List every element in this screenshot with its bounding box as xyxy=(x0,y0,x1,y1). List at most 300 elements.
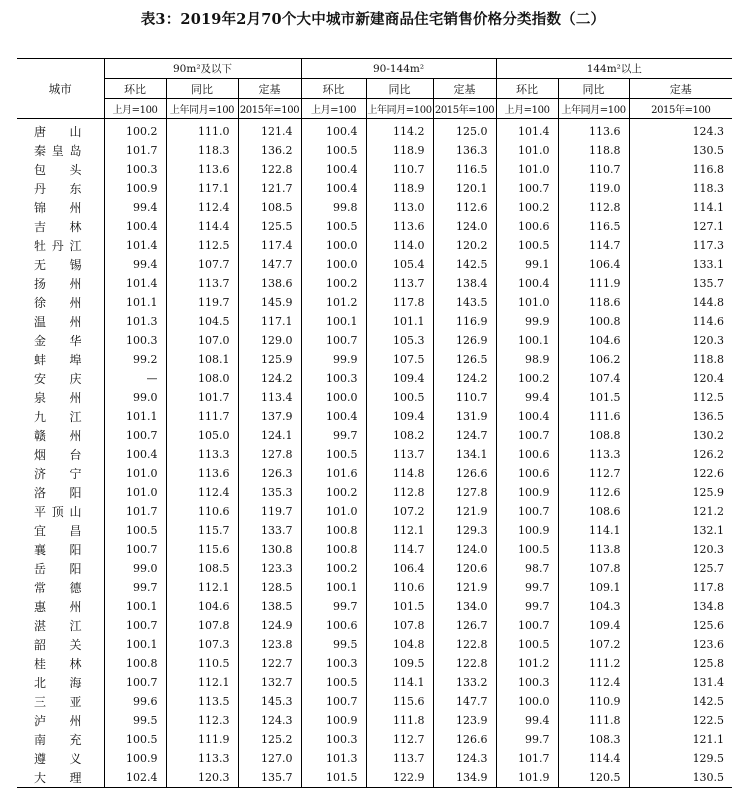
index-value-cell: 100.4 xyxy=(301,160,366,179)
index-value-cell: 100.3 xyxy=(301,369,366,388)
table-row xyxy=(17,730,732,749)
index-value-cell: 100.7 xyxy=(301,331,366,350)
index-value-cell: 100.1 xyxy=(301,578,366,597)
index-value-cell: 117.3 xyxy=(629,236,732,255)
table-row xyxy=(17,654,732,673)
index-value-cell: 112.5 xyxy=(629,388,732,407)
index-value-cell: 100.4 xyxy=(301,407,366,426)
index-value-cell: 120.3 xyxy=(629,540,732,559)
metric-header-yoy: 同比 xyxy=(166,79,238,99)
index-value-cell: — xyxy=(104,369,166,388)
index-value-cell: 112.1 xyxy=(166,673,238,692)
index-value-cell: 105.3 xyxy=(366,331,433,350)
index-value-cell: 100.7 xyxy=(496,426,558,445)
index-value-cell: 127.8 xyxy=(433,483,496,502)
index-value-cell: 100.5 xyxy=(104,730,166,749)
index-value-cell: 99.5 xyxy=(104,711,166,730)
city-name-cell: 平顶山 xyxy=(34,505,82,519)
index-value-cell: 112.4 xyxy=(166,198,238,217)
index-value-cell: 120.1 xyxy=(433,179,496,198)
index-value-cell: 125.7 xyxy=(629,559,732,578)
index-value-cell: 131.4 xyxy=(629,673,732,692)
city-name-cell: 徐州 xyxy=(34,296,82,310)
table-row xyxy=(17,673,732,692)
index-value-cell: 104.8 xyxy=(366,635,433,654)
index-value-cell: 124.0 xyxy=(433,217,496,236)
city-name-cell: 扬州 xyxy=(34,277,82,291)
index-value-cell: 100.9 xyxy=(301,711,366,730)
index-value-cell: 114.1 xyxy=(558,521,629,540)
index-value-cell: 100.3 xyxy=(301,730,366,749)
table-row xyxy=(17,350,732,369)
index-value-cell: 130.5 xyxy=(629,141,732,160)
city-name-cell: 湛江 xyxy=(34,619,82,633)
city-name-cell: 泸州 xyxy=(34,714,82,728)
index-value-cell: 100.6 xyxy=(301,616,366,635)
index-value-cell: 101.1 xyxy=(366,312,433,331)
index-value-cell: 117.8 xyxy=(366,293,433,312)
city-name-cell: 洛阳 xyxy=(34,486,82,500)
index-value-cell: 125.0 xyxy=(433,119,496,142)
index-value-cell: 109.4 xyxy=(366,407,433,426)
index-value-cell: 108.5 xyxy=(238,198,301,217)
index-value-cell: 125.9 xyxy=(238,350,301,369)
index-value-cell: 100.7 xyxy=(496,179,558,198)
index-value-cell: 100.7 xyxy=(104,540,166,559)
index-value-cell: 122.8 xyxy=(433,635,496,654)
index-value-cell: 100.5 xyxy=(496,540,558,559)
index-value-cell: 109.1 xyxy=(558,578,629,597)
index-value-cell: 109.5 xyxy=(366,654,433,673)
index-value-cell: 121.9 xyxy=(433,502,496,521)
index-value-cell: 112.7 xyxy=(558,464,629,483)
index-value-cell: 142.5 xyxy=(433,255,496,274)
index-value-cell: 111.8 xyxy=(366,711,433,730)
index-value-cell: 135.7 xyxy=(629,274,732,293)
group-header-medium: 90-144m² xyxy=(301,59,496,79)
index-value-cell: 128.5 xyxy=(238,578,301,597)
index-value-cell: 117.4 xyxy=(238,236,301,255)
base-header-mom: 上月=100 xyxy=(104,99,166,119)
index-value-cell: 100.8 xyxy=(558,312,629,331)
base-header-mom: 上月=100 xyxy=(496,99,558,119)
index-value-cell: 114.8 xyxy=(366,464,433,483)
index-value-cell: 135.3 xyxy=(238,483,301,502)
index-value-cell: 101.0 xyxy=(104,464,166,483)
index-value-cell: 138.5 xyxy=(238,597,301,616)
table-row xyxy=(17,274,732,293)
index-value-cell: 126.2 xyxy=(629,445,732,464)
metric-header-yoy: 同比 xyxy=(558,79,629,99)
index-value-cell: 110.5 xyxy=(166,654,238,673)
table-row xyxy=(17,236,732,255)
index-value-cell: 100.7 xyxy=(301,692,366,711)
index-value-cell: 117.1 xyxy=(238,312,301,331)
index-value-cell: 101.4 xyxy=(104,274,166,293)
index-value-cell: 100.9 xyxy=(104,749,166,768)
index-value-cell: 113.7 xyxy=(366,274,433,293)
index-value-cell: 113.5 xyxy=(166,692,238,711)
table-row xyxy=(17,426,732,445)
index-value-cell: 101.7 xyxy=(104,502,166,521)
city-name-cell: 泉州 xyxy=(34,391,82,405)
index-value-cell: 144.8 xyxy=(629,293,732,312)
index-value-cell: 116.5 xyxy=(558,217,629,236)
index-value-cell: 112.1 xyxy=(166,578,238,597)
city-name-cell: 宜昌 xyxy=(34,524,82,538)
index-value-cell: 114.7 xyxy=(558,236,629,255)
table-row xyxy=(17,502,732,521)
table-row xyxy=(17,369,732,388)
index-value-cell: 101.2 xyxy=(496,654,558,673)
index-value-cell: 122.5 xyxy=(629,711,732,730)
index-value-cell: 124.3 xyxy=(433,749,496,768)
index-value-cell: 126.6 xyxy=(433,730,496,749)
index-value-cell: 99.4 xyxy=(104,255,166,274)
index-value-cell: 108.3 xyxy=(558,730,629,749)
index-value-cell: 138.4 xyxy=(433,274,496,293)
index-value-cell: 126.7 xyxy=(433,616,496,635)
index-value-cell: 109.4 xyxy=(558,616,629,635)
index-value-cell: 100.8 xyxy=(301,521,366,540)
index-value-cell: 100.0 xyxy=(496,692,558,711)
index-value-cell: 99.0 xyxy=(104,559,166,578)
index-value-cell: 124.1 xyxy=(238,426,301,445)
index-value-cell: 123.6 xyxy=(629,635,732,654)
index-value-cell: 100.3 xyxy=(104,331,166,350)
metric-header-mom: 环比 xyxy=(496,79,558,99)
index-value-cell: 113.6 xyxy=(366,217,433,236)
index-value-cell: 114.4 xyxy=(558,749,629,768)
index-value-cell: 108.8 xyxy=(558,426,629,445)
index-value-cell: 124.2 xyxy=(238,369,301,388)
city-name-cell: 襄阳 xyxy=(34,543,82,557)
base-header-base: 2015年=100 xyxy=(433,99,496,119)
city-name-cell: 安庆 xyxy=(34,372,82,386)
index-value-cell: 114.7 xyxy=(366,540,433,559)
index-value-cell: 100.2 xyxy=(496,369,558,388)
index-value-cell: 112.4 xyxy=(558,673,629,692)
index-value-cell: 135.7 xyxy=(238,768,301,788)
index-value-cell: 99.8 xyxy=(301,198,366,217)
index-value-cell: 102.4 xyxy=(104,768,166,788)
index-value-cell: 115.6 xyxy=(366,692,433,711)
index-value-cell: 100.5 xyxy=(104,521,166,540)
index-value-cell: 126.3 xyxy=(238,464,301,483)
metric-header-mom: 环比 xyxy=(301,79,366,99)
index-value-cell: 114.4 xyxy=(166,217,238,236)
city-name-cell: 牡丹江 xyxy=(34,239,82,253)
index-value-cell: 100.1 xyxy=(104,635,166,654)
index-value-cell: 101.6 xyxy=(301,464,366,483)
city-name-cell: 三亚 xyxy=(34,695,82,709)
index-value-cell: 100.2 xyxy=(301,483,366,502)
index-value-cell: 143.5 xyxy=(433,293,496,312)
index-value-cell: 118.8 xyxy=(629,350,732,369)
index-value-cell: 120.6 xyxy=(433,559,496,578)
index-value-cell: 120.5 xyxy=(558,768,629,788)
index-value-cell: 107.2 xyxy=(558,635,629,654)
city-name-cell: 金华 xyxy=(34,334,82,348)
index-value-cell: 99.4 xyxy=(104,198,166,217)
price-index-table xyxy=(17,58,732,788)
index-value-cell: 114.1 xyxy=(629,198,732,217)
index-value-cell: 123.3 xyxy=(238,559,301,578)
city-name-cell: 唐山 xyxy=(34,125,82,139)
index-value-cell: 101.0 xyxy=(301,502,366,521)
index-value-cell: 113.8 xyxy=(558,540,629,559)
index-value-cell: 122.8 xyxy=(238,160,301,179)
index-value-cell: 101.3 xyxy=(301,749,366,768)
group-header-small: 90m²及以下 xyxy=(104,59,301,79)
city-name-cell: 岳阳 xyxy=(34,562,82,576)
city-name-cell: 吉林 xyxy=(34,220,82,234)
index-value-cell: 100.8 xyxy=(301,540,366,559)
index-value-cell: 107.8 xyxy=(366,616,433,635)
index-value-cell: 100.9 xyxy=(496,483,558,502)
index-value-cell: 121.2 xyxy=(629,502,732,521)
index-value-cell: 104.3 xyxy=(558,597,629,616)
index-value-cell: 100.7 xyxy=(104,673,166,692)
index-value-cell: 112.6 xyxy=(558,483,629,502)
index-value-cell: 100.5 xyxy=(366,388,433,407)
index-value-cell: 101.4 xyxy=(496,119,558,142)
index-value-cell: 134.0 xyxy=(433,597,496,616)
index-value-cell: 110.6 xyxy=(366,578,433,597)
index-value-cell: 116.9 xyxy=(433,312,496,331)
index-value-cell: 124.3 xyxy=(238,711,301,730)
index-value-cell: 115.6 xyxy=(166,540,238,559)
index-value-cell: 113.7 xyxy=(366,445,433,464)
index-value-cell: 120.4 xyxy=(629,369,732,388)
table-row xyxy=(17,483,732,502)
table-row xyxy=(17,768,732,788)
index-value-cell: 100.4 xyxy=(496,407,558,426)
index-value-cell: 130.2 xyxy=(629,426,732,445)
table-row xyxy=(17,217,732,236)
index-value-cell: 122.9 xyxy=(366,768,433,788)
table-row xyxy=(17,293,732,312)
index-value-cell: 101.7 xyxy=(496,749,558,768)
metric-header-base: 定基 xyxy=(238,79,301,99)
index-value-cell: 100.6 xyxy=(496,217,558,236)
index-value-cell: 100.7 xyxy=(104,616,166,635)
index-value-cell: 100.4 xyxy=(104,217,166,236)
index-value-cell: 100.4 xyxy=(104,445,166,464)
index-value-cell: 113.4 xyxy=(238,388,301,407)
table-row xyxy=(17,616,732,635)
index-value-cell: 101.5 xyxy=(366,597,433,616)
index-value-cell: 114.1 xyxy=(366,673,433,692)
index-value-cell: 113.6 xyxy=(166,160,238,179)
index-value-cell: 106.4 xyxy=(366,559,433,578)
index-value-cell: 126.5 xyxy=(433,350,496,369)
index-value-cell: 100.9 xyxy=(104,179,166,198)
city-name-cell: 赣州 xyxy=(34,429,82,443)
index-value-cell: 101.5 xyxy=(558,388,629,407)
index-value-cell: 123.9 xyxy=(433,711,496,730)
index-value-cell: 111.9 xyxy=(166,730,238,749)
table-title: 表3：2019年2月70个大中城市新建商品住宅销售价格分类指数（二） xyxy=(140,11,606,28)
index-value-cell: 104.6 xyxy=(166,597,238,616)
index-value-cell: 132.1 xyxy=(629,521,732,540)
index-value-cell: 108.5 xyxy=(166,559,238,578)
index-value-cell: 100.1 xyxy=(496,331,558,350)
index-value-cell: 129.0 xyxy=(238,331,301,350)
index-value-cell: 99.6 xyxy=(104,692,166,711)
index-value-cell: 99.1 xyxy=(496,255,558,274)
index-value-cell: 125.2 xyxy=(238,730,301,749)
table-row xyxy=(17,711,732,730)
index-value-cell: 118.9 xyxy=(366,141,433,160)
base-header-yoy: 上年同月=100 xyxy=(558,99,629,119)
index-value-cell: 133.7 xyxy=(238,521,301,540)
index-value-cell: 118.8 xyxy=(558,141,629,160)
index-value-cell: 112.7 xyxy=(366,730,433,749)
index-value-cell: 99.4 xyxy=(496,388,558,407)
index-value-cell: 120.2 xyxy=(433,236,496,255)
index-value-cell: 111.6 xyxy=(558,407,629,426)
index-value-cell: 131.9 xyxy=(433,407,496,426)
index-value-cell: 101.0 xyxy=(496,293,558,312)
table-row xyxy=(17,578,732,597)
table-row xyxy=(17,198,732,217)
index-value-cell: 127.1 xyxy=(629,217,732,236)
index-value-cell: 121.9 xyxy=(433,578,496,597)
index-value-cell: 119.7 xyxy=(238,502,301,521)
city-name-cell: 温州 xyxy=(34,315,82,329)
index-value-cell: 125.8 xyxy=(629,654,732,673)
index-value-cell: 107.8 xyxy=(166,616,238,635)
table-row xyxy=(17,521,732,540)
index-value-cell: 107.2 xyxy=(366,502,433,521)
city-name-cell: 济宁 xyxy=(34,467,82,481)
metric-header-mom: 环比 xyxy=(104,79,166,99)
index-value-cell: 101.5 xyxy=(301,768,366,788)
table-body xyxy=(17,119,732,788)
index-value-cell: 114.6 xyxy=(629,312,732,331)
index-value-cell: 114.0 xyxy=(366,236,433,255)
index-value-cell: 134.1 xyxy=(433,445,496,464)
index-value-cell: 133.1 xyxy=(629,255,732,274)
index-value-cell: 113.3 xyxy=(558,445,629,464)
index-value-cell: 134.8 xyxy=(629,597,732,616)
city-name-cell: 惠州 xyxy=(34,600,82,614)
index-value-cell: 104.5 xyxy=(166,312,238,331)
metric-header-base: 定基 xyxy=(629,79,732,99)
index-value-cell: 98.9 xyxy=(496,350,558,369)
table-row xyxy=(17,119,732,142)
index-value-cell: 106.4 xyxy=(558,255,629,274)
index-value-cell: 118.6 xyxy=(558,293,629,312)
table-row xyxy=(17,559,732,578)
table-row xyxy=(17,141,732,160)
index-value-cell: 100.4 xyxy=(301,179,366,198)
index-value-cell: 142.5 xyxy=(629,692,732,711)
index-value-cell: 112.3 xyxy=(166,711,238,730)
city-column-header: 城市 xyxy=(17,59,104,119)
index-value-cell: 100.1 xyxy=(301,312,366,331)
index-value-cell: 99.7 xyxy=(496,578,558,597)
index-value-cell: 105.0 xyxy=(166,426,238,445)
index-value-cell: 108.6 xyxy=(558,502,629,521)
base-header-mom: 上月=100 xyxy=(301,99,366,119)
city-name-cell: 无锡 xyxy=(34,258,82,272)
city-name-cell: 包头 xyxy=(34,163,82,177)
table-row xyxy=(17,312,732,331)
table-row xyxy=(17,331,732,350)
city-name-cell: 烟台 xyxy=(34,448,82,462)
index-value-cell: 107.8 xyxy=(558,559,629,578)
index-value-cell: 101.0 xyxy=(496,160,558,179)
index-value-cell: 110.7 xyxy=(433,388,496,407)
index-value-cell: 111.9 xyxy=(558,274,629,293)
table-row xyxy=(17,160,732,179)
index-value-cell: 99.7 xyxy=(301,426,366,445)
index-value-cell: 112.8 xyxy=(366,483,433,502)
index-value-cell: 122.6 xyxy=(629,464,732,483)
index-value-cell: 99.9 xyxy=(301,350,366,369)
index-value-cell: 107.4 xyxy=(558,369,629,388)
index-value-cell: 112.4 xyxy=(166,483,238,502)
index-value-cell: 100.7 xyxy=(496,502,558,521)
index-value-cell: 101.4 xyxy=(104,236,166,255)
index-value-cell: 100.2 xyxy=(301,274,366,293)
index-value-cell: 101.9 xyxy=(496,768,558,788)
base-header-yoy: 上年同月=100 xyxy=(366,99,433,119)
city-name-cell: 遵义 xyxy=(34,752,82,766)
index-value-cell: 100.5 xyxy=(301,673,366,692)
index-value-cell: 113.6 xyxy=(166,464,238,483)
index-value-cell: 99.7 xyxy=(496,730,558,749)
index-value-cell: 110.7 xyxy=(558,160,629,179)
index-value-cell: 100.0 xyxy=(301,388,366,407)
index-value-cell: 130.8 xyxy=(238,540,301,559)
city-name-cell: 蚌埠 xyxy=(34,353,82,367)
index-value-cell: 99.5 xyxy=(301,635,366,654)
index-value-cell: 115.7 xyxy=(166,521,238,540)
index-value-cell: 109.4 xyxy=(366,369,433,388)
table-row xyxy=(17,255,732,274)
table-row xyxy=(17,749,732,768)
index-value-cell: 110.6 xyxy=(166,502,238,521)
index-value-cell: 122.8 xyxy=(433,654,496,673)
index-value-cell: 145.3 xyxy=(238,692,301,711)
index-value-cell: 101.2 xyxy=(301,293,366,312)
index-value-cell: 112.5 xyxy=(166,236,238,255)
index-value-cell: 121.7 xyxy=(238,179,301,198)
index-value-cell: 125.6 xyxy=(629,616,732,635)
metric-header-base: 定基 xyxy=(433,79,496,99)
index-value-cell: 100.3 xyxy=(104,160,166,179)
index-value-cell: 100.6 xyxy=(496,464,558,483)
index-value-cell: 100.0 xyxy=(301,236,366,255)
index-value-cell: 112.6 xyxy=(433,198,496,217)
index-value-cell: 100.4 xyxy=(301,119,366,142)
index-value-cell: 100.3 xyxy=(496,673,558,692)
index-value-cell: 108.0 xyxy=(166,369,238,388)
index-value-cell: 113.3 xyxy=(166,749,238,768)
index-value-cell: 101.1 xyxy=(104,407,166,426)
index-value-cell: 100.4 xyxy=(496,274,558,293)
index-value-cell: 117.1 xyxy=(166,179,238,198)
index-value-cell: 119.7 xyxy=(166,293,238,312)
index-value-cell: 101.7 xyxy=(166,388,238,407)
index-value-cell: 121.4 xyxy=(238,119,301,142)
index-value-cell: 100.9 xyxy=(496,521,558,540)
table-row xyxy=(17,692,732,711)
index-value-cell: 99.7 xyxy=(496,597,558,616)
